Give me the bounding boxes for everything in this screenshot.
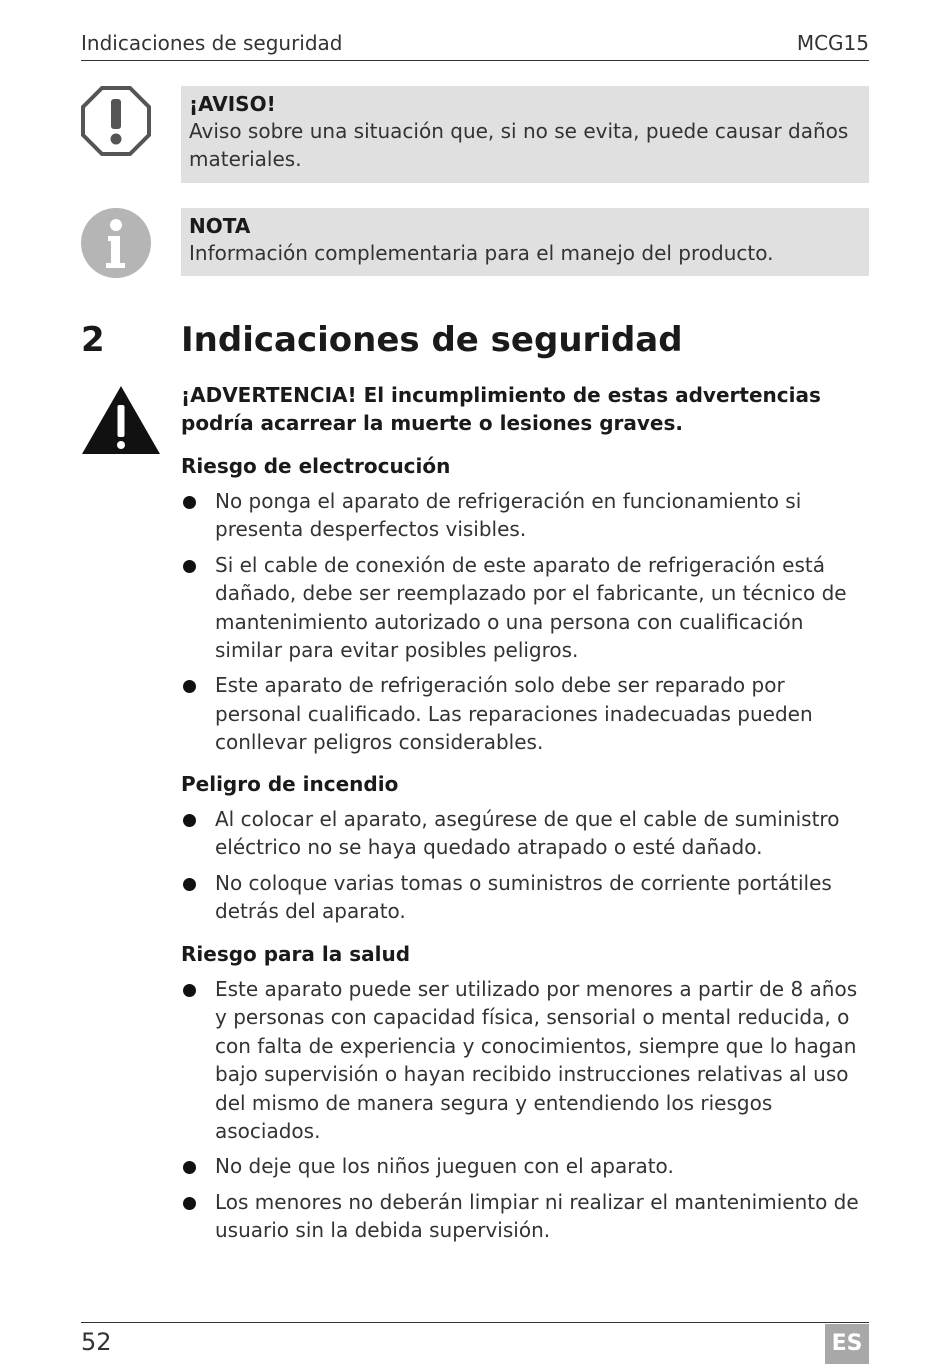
- notice-title: NOTA: [189, 214, 251, 238]
- header-section-title: Indicaciones de seguridad: [81, 31, 343, 55]
- notice-nota: [181, 208, 869, 276]
- subheading-fire: Peligro de incendio: [181, 772, 399, 796]
- list-item: [181, 487, 871, 544]
- list-item-text: No deje que los niños jueguen con el aparato.: [215, 1154, 674, 1179]
- warning-triangle-icon: [81, 385, 161, 455]
- page-header: [81, 29, 869, 61]
- warning-lead: ¡ADVERTENCIA! El incumplimiento de estas advertencias podría acarrear la muerte o lesiones graves.: [181, 383, 821, 435]
- bullet-list-health: [181, 975, 871, 1252]
- section-number: 2: [81, 320, 105, 360]
- list-item-text: Este aparato de refrigeración solo debe ser reparado por personal cualificado. Las reparaciones inadecuadas pueden conllevar peligros considerables.: [215, 673, 813, 755]
- list-item: [181, 805, 871, 862]
- list-item: [181, 671, 871, 756]
- list-item: [181, 1188, 871, 1245]
- list-item-text: Este aparato puede ser utilizado por menores a partir de 8 años y personas con capacidad física, sensorial o mental reducida, o con falta de experiencia y conocimientos, siempre que lo hagan bajo supervisión o hayan recibido instrucciones relativas al uso del mismo de manera segura y entendiendo los riesgos asociados.: [215, 977, 858, 1144]
- bullet-list-fire: [181, 805, 871, 933]
- bullet-icon: [183, 496, 196, 509]
- footer-divider: [81, 1322, 869, 1323]
- list-item-text: No coloque varias tomas o suministros de corriente portátiles detrás del aparato.: [215, 870, 832, 924]
- list-item-text: Al colocar el aparato, asegúrese de que el cable de suministro eléctrico no se haya quedado atrapado o esté dañado.: [215, 807, 840, 860]
- info-icon: [81, 208, 151, 278]
- list-item: [181, 975, 871, 1145]
- bullet-icon: [183, 1197, 196, 1210]
- bullet-icon: [183, 878, 196, 891]
- bullet-icon: [183, 814, 196, 827]
- list-item-text: Si el cable de conexión de este aparato de refrigeración está dañado, debe ser reemplazado por el fabricante, un técnico de mantenimiento autorizado o una persona con cualificación similar para evitar posibles peligros.: [215, 552, 847, 663]
- bullet-icon: [183, 680, 196, 693]
- list-item: [181, 551, 871, 665]
- notice-title: ¡AVISO!: [189, 92, 276, 116]
- subheading-electrocution: Riesgo de electrocución: [181, 454, 451, 478]
- list-item: [181, 1152, 871, 1180]
- subheading-health: Riesgo para la salud: [181, 942, 411, 966]
- notice-text: Información complementaria para el manejo del producto.: [189, 241, 774, 265]
- bullet-icon: [183, 1161, 196, 1174]
- header-model: MCG15: [796, 31, 869, 55]
- notice-aviso: [181, 86, 869, 183]
- section-title: Indicaciones de seguridad: [181, 320, 683, 360]
- bullet-icon: [183, 560, 196, 573]
- list-item: [181, 869, 871, 926]
- page-number: 52: [81, 1328, 112, 1356]
- bullet-icon: [183, 984, 196, 997]
- list-item-text: No ponga el aparato de refrigeración en funcionamiento si presenta desperfectos visibles.: [215, 489, 802, 542]
- bullet-list-electrocution: [181, 487, 871, 764]
- notice-text: Aviso sobre una situación que, si no se evita, puede causar daños materiales.: [189, 119, 849, 171]
- language-badge: ES: [825, 1324, 869, 1364]
- exclamation-octagon-icon: [81, 86, 151, 156]
- list-item-text: Los menores no deberán limpiar ni realizar el mantenimiento de usuario sin la debida supervisión.: [215, 1189, 859, 1243]
